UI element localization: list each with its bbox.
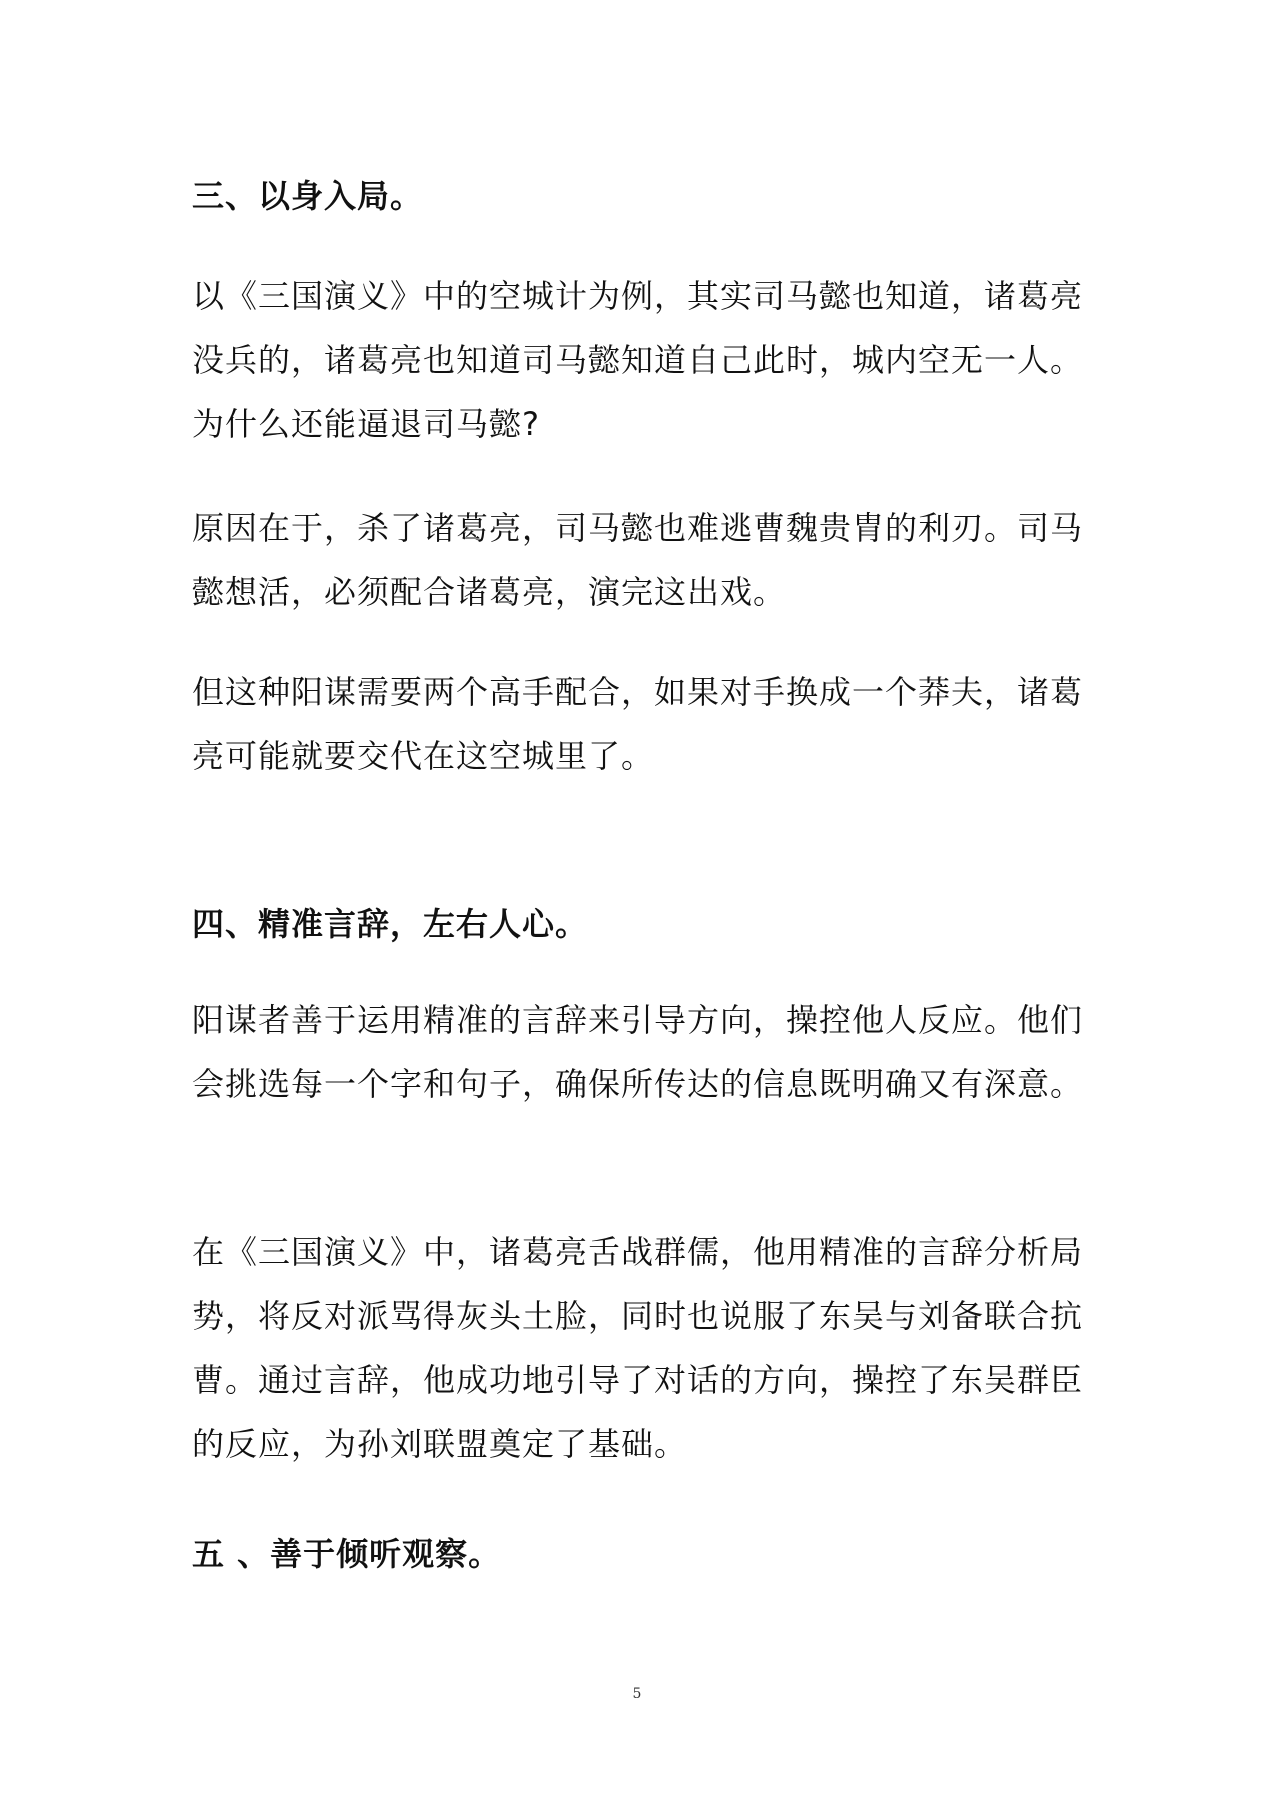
paragraph-shezhanqunru: 在《三国演义》中，诸葛亮舌战群儒，他用精准的言辞分析局势，将反对派骂得灰头土脸，同时也说服了东吴与刘备联合抗曹。通过言辞，他成功地引导了对话的方向，操控了东吴群臣的反应，为孙刘联盟奠定了基础。 <box>192 1233 1084 1463</box>
section-heading-3: 三、以身入局。 <box>192 177 424 215</box>
paragraph-kongchengji: 以《三国演义》中的空城计为例，其实司马懿也知道，诸葛亮没兵的，诸葛亮也知道司马懿知道自己此时，城内空无一人。为什么还能逼退司马懿? <box>192 277 1084 443</box>
paragraph-yuanyin: 原因在于，杀了诸葛亮，司马懿也难逃曹魏贵胄的利刃。司马懿想活，必须配合诸葛亮，演完这出戏。 <box>192 509 1084 611</box>
paragraph-yangmouzhe-yanci: 阳谋者善于运用精准的言辞来引导方向，操控他人反应。他们会挑选每一个字和句子，确保所传达的信息既明确又有深意。 <box>192 1001 1084 1103</box>
paragraph-yangmou-gaoshou: 但这种阳谋需要两个高手配合，如果对手换成一个莽夫，诸葛亮可能就要交代在这空城里了。 <box>192 673 1084 775</box>
section-heading-4: 四、精准言辞，左右人心。 <box>192 905 589 943</box>
page-number: 5 <box>632 1686 642 1702</box>
section-heading-5: 五 、善于倾听观察。 <box>192 1535 502 1573</box>
